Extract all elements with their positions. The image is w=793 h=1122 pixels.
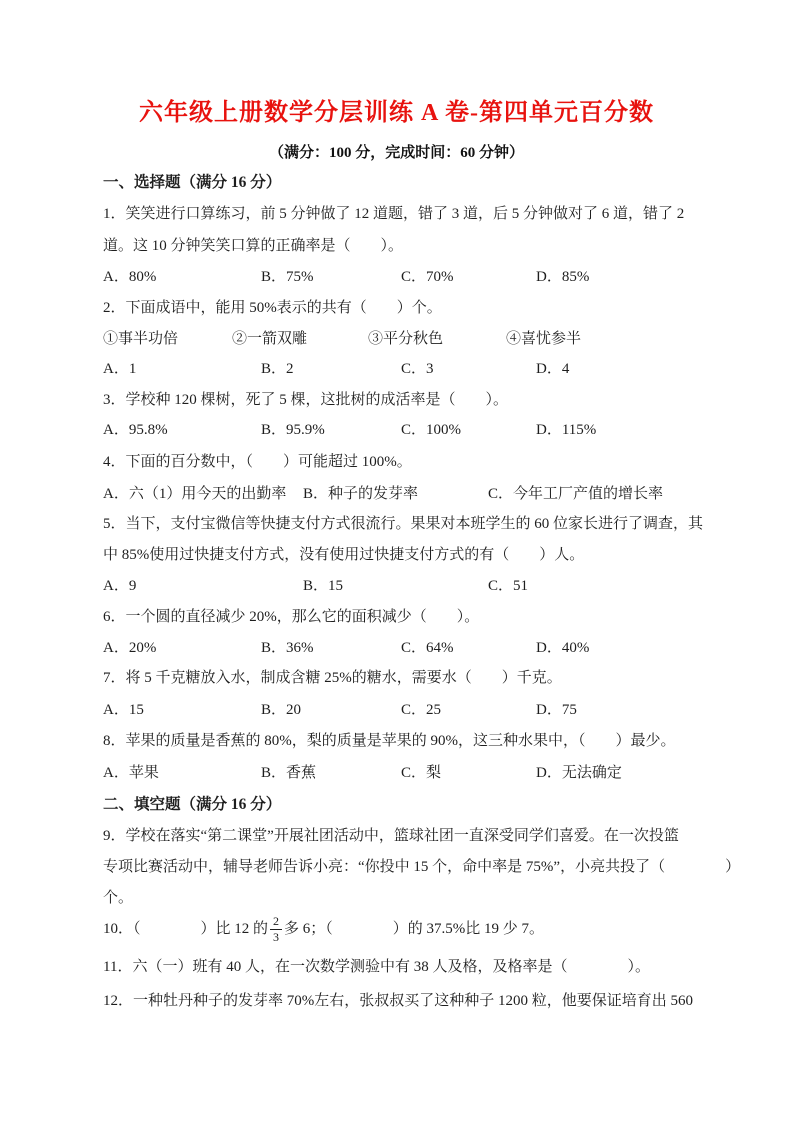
- q7-option-d: D．75: [536, 702, 577, 718]
- q1-option-c: C．70%: [401, 269, 454, 285]
- q3-line1: 3．学校种 120 棵树，死了 5 棵，这批树的成活率是（ ）。: [103, 392, 509, 408]
- q2-option-a: A．1: [103, 361, 137, 377]
- q8-option-a: A．苹果: [103, 765, 159, 781]
- q10-line1: [103, 915, 691, 944]
- page-title: 六年级上册数学分层训练 A 卷-第四单元百分数: [139, 100, 654, 126]
- q2-idiom-1: ①事半功倍: [103, 331, 179, 347]
- q1-line2: 道。这 10 分钟笑笑口算的正确率是（ ）。: [103, 238, 404, 254]
- q4-option-c: C．今年工厂产值的增长率: [488, 486, 664, 502]
- q1-option-a: A．80%: [103, 269, 157, 285]
- exam-meta: （满分：100 分，完成时间：60 分钟）: [268, 145, 524, 161]
- q2-idiom-4: ④喜忧参半: [506, 331, 582, 347]
- q5-option-a: A．9: [103, 578, 137, 594]
- q9-line1: 9．学校在落实“第二课堂”开展社团活动中，篮球社团一直深受同学们喜爱。在一次投篮: [103, 828, 679, 844]
- q8-option-b: B．香蕉: [261, 765, 317, 781]
- q8-option-c: C．梨: [401, 765, 442, 781]
- section-1-heading: 一、选择题（满分 16 分）: [103, 174, 282, 191]
- q2-idiom-2: ②一箭双雕: [232, 331, 308, 347]
- q7-option-a: A．15: [103, 702, 144, 718]
- q2-option-d: D．4: [536, 361, 570, 377]
- q9-line3: 个。: [103, 890, 134, 906]
- q7-option-c: C．25: [401, 702, 442, 718]
- q2-idiom-3: ③平分秋色: [368, 331, 444, 347]
- q3-option-b: B．95.9%: [261, 422, 325, 438]
- q8-line1: 8．苹果的质量是香蕉的 80%，梨的质量是苹果的 90%，这三种水果中，（ ）最少。: [103, 733, 676, 749]
- q3-option-a: A．95.8%: [103, 422, 168, 438]
- q1-option-d: D．85%: [536, 269, 590, 285]
- section-2-heading: 二、填空题（满分 16 分）: [103, 796, 282, 813]
- q6-option-b: B．36%: [261, 640, 314, 656]
- q5-option-c: C．51: [488, 578, 529, 594]
- q12-line1: 12．一种牡丹种子的发芽率 70%左右，张叔叔买了这种种子 1200 粒，他要保证培育出 560: [103, 993, 693, 1009]
- q2-option-c: C．3: [401, 361, 434, 377]
- q5-option-b: B．15: [303, 578, 344, 594]
- q1-option-b: B．75%: [261, 269, 314, 285]
- q6-option-d: D．40%: [536, 640, 590, 656]
- q4-option-a: A．六（1）用今天的出勤率: [103, 486, 287, 502]
- q7-line1: 7．将 5 千克糖放入水，制成含糖 25%的糖水，需要水（ ）千克。: [103, 670, 562, 686]
- q5-line1: 5．当下，支付宝微信等快捷支付方式很流行。果果对本班学生的 60 位家长进行了调查，其: [103, 516, 704, 532]
- q6-option-c: C．64%: [401, 640, 454, 656]
- fraction-numerator: 2: [270, 915, 282, 930]
- q3-option-d: D．115%: [536, 422, 597, 438]
- q2-line1: 2．下面成语中，能用 50%表示的共有（ ）个。: [103, 300, 442, 316]
- q10-text-before-fraction: 10．（ ）比 12 的: [103, 921, 269, 938]
- q6-option-a: A．20%: [103, 640, 157, 656]
- q9-line2: 专项比赛活动中，辅导老师告诉小亮：“你投中 15 个，命中率是 75%”，小亮共投了（ ）: [103, 859, 741, 875]
- q7-option-b: B．20: [261, 702, 302, 718]
- q3-option-c: C．100%: [401, 422, 462, 438]
- q5-line2: 中 85%使用过快捷支付方式，没有使用过快捷支付方式的有（ ）人。: [103, 547, 585, 563]
- q2-option-b: B．2: [261, 361, 294, 377]
- q1-line1: 1．笑笑进行口算练习，前 5 分钟做了 12 道题，错了 3 道，后 5 分钟做对了 6 道，错了 2: [103, 206, 685, 222]
- fraction-denominator: 3: [273, 930, 280, 945]
- q6-line1: 6．一个圆的直径减少 20%，那么它的面积减少（ ）。: [103, 609, 480, 625]
- fraction-two-thirds: [270, 915, 282, 944]
- q10-text-after-fraction: 多 6；（ ）的 37.5%比 19 少 7。: [284, 921, 545, 938]
- q8-option-d: D．无法确定: [536, 765, 622, 781]
- q4-line1: 4．下面的百分数中，（ ）可能超过 100%。: [103, 454, 412, 470]
- q11-line1: 11．六（一）班有 40 人，在一次数学测验中有 38 人及格，及格率是（ ）。: [103, 959, 650, 975]
- q4-option-b: B．种子的发芽率: [303, 486, 419, 502]
